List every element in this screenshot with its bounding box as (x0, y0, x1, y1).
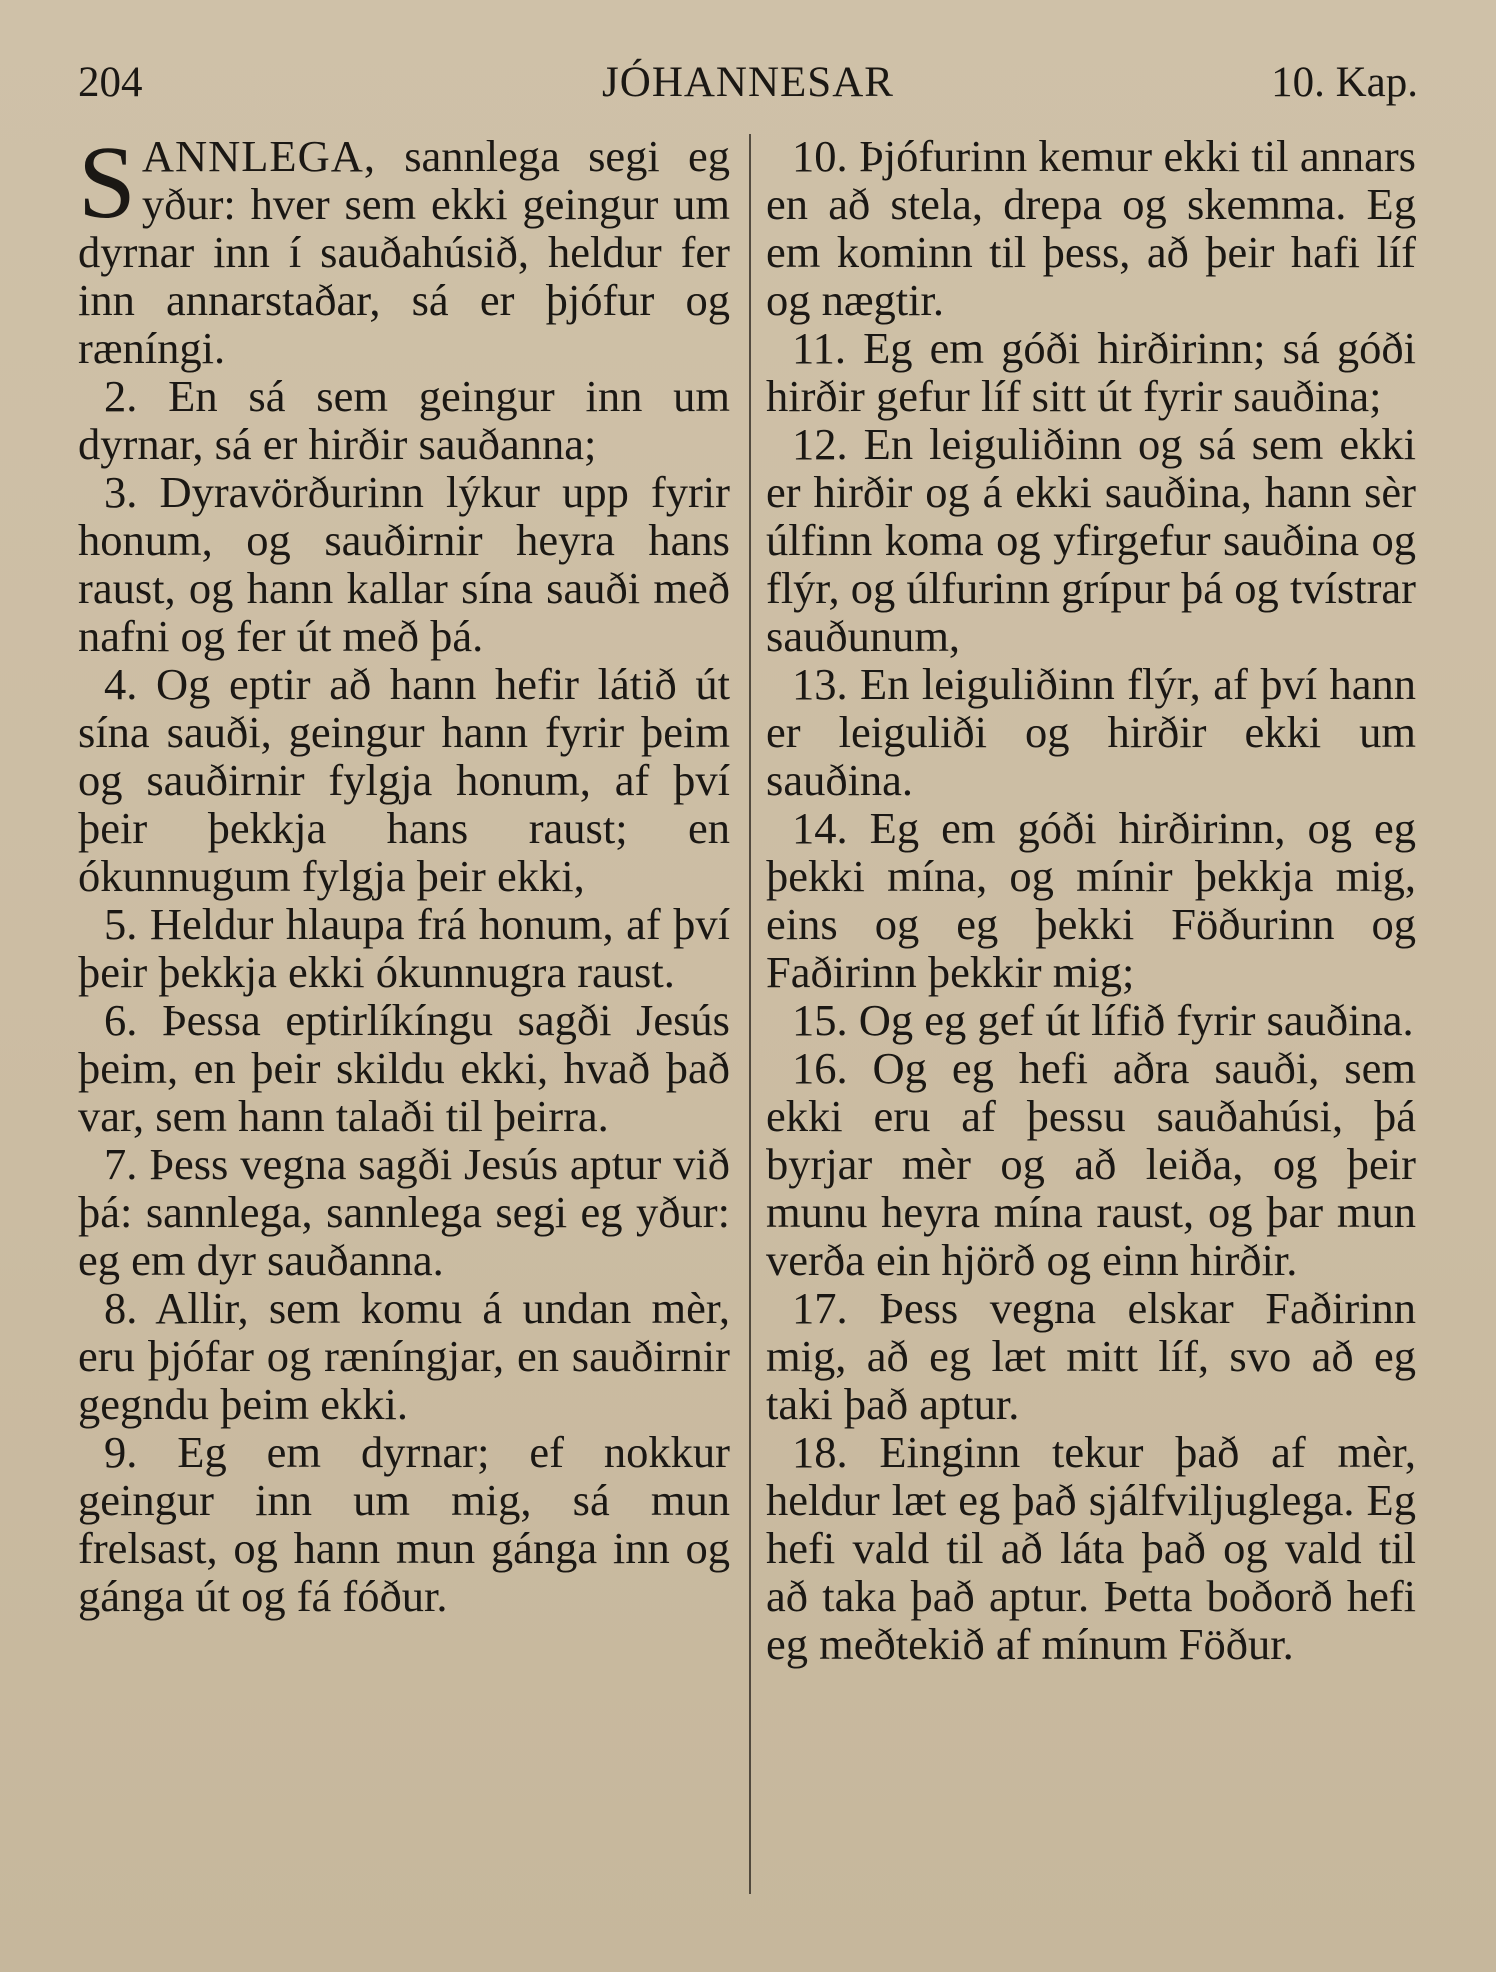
right-column (766, 132, 1416, 1668)
verse: 18. Einginn tekur það af mèr, heldur læt eg það sjálfviljuglega. Eg hefi vald til að láta það og vald til að taka það aptur. Þetta boðorð hefi eg meðtekið af mínum Föður. (766, 1427, 1416, 1669)
verse: 7. Þess vegna sagði Jesús aptur við þá: sannlega, sannlega segi eg yður: eg em dyr sauðanna. (78, 1139, 730, 1285)
chapter-label: 10. Kap. (1271, 59, 1418, 106)
running-title: JÓHANNESAR (602, 59, 894, 106)
verse: 10. Þjófurinn kemur ekki til annars en að stela, drepa og skemma. Eg em kominn til þess, að þeir hafi líf og nægtir. (766, 131, 1416, 325)
drop-cap: S (78, 125, 136, 240)
verse: 16. Og eg hefi aðra sauði, sem ekki eru af þessu sauðahúsi, þá byrjar mèr og að leiða, og þeir munu heyra mína raust, og þar mun verða ein hjörð og einn hirðir. (766, 1043, 1416, 1285)
verse: 13. En leiguliðinn flýr, af því hann er leiguliði og hirðir ekki um sauðina. (766, 659, 1416, 805)
opening-caps: ANNLEGA, (141, 131, 377, 181)
page-number: 204 (78, 59, 143, 106)
page-header (78, 58, 1418, 118)
verse: 3. Dyravörðurinn lýkur upp fyrir honum, og sauðirnir heyra hans raust, og hann kallar sína sauði með nafni og fer út með þá. (78, 467, 730, 661)
verse: 9. Eg em dyrnar; ef nokkur geingur inn um mig, sá mun frelsast, og hann mun gánga inn og gánga út og fá fóður. (78, 1427, 730, 1621)
verse: 8. Allir, sem komu á undan mèr, eru þjófar og ræníngjar, en sauðirnir gegndu þeim ekki. (78, 1283, 730, 1429)
verse: 11. Eg em góði hirðirinn; sá góði hirðir gefur líf sitt út fyrir sauðina; (766, 323, 1416, 421)
verse: 6. Þessa eptirlíkíngu sagði Jesús þeim, en þeir skildu ekki, hvað það var, sem hann talaði til þeirra. (78, 995, 730, 1141)
verse: 17. Þess vegna elskar Faðirinn mig, að eg læt mitt líf, svo að eg taki það aptur. (766, 1283, 1416, 1429)
left-column (78, 125, 730, 1621)
verse: 5. Heldur hlaupa frá honum, af því þeir þekkja ekki ókunnugra raust. (78, 899, 730, 997)
verse: 14. Eg em góði hirðirinn, og eg þekki mína, og mínir þekkja mig, eins og eg þekki Föðurinn og Faðirinn þekkir mig; (766, 803, 1416, 997)
verse: 12. En leiguliðinn og sá sem ekki er hirðir og á ekki sauðina, hann sèr úlfinn koma og yfirgefur sauðina og flýr, og úlfurinn grípur þá og tvístrar sauðunum, (766, 419, 1416, 661)
verse: 2. En sá sem geingur inn um dyrnar, sá er hirðir sauðanna; (78, 371, 730, 469)
verse: 15. Og eg gef út lífið fyrir sauðina. (792, 995, 1414, 1045)
verse-1 (78, 125, 730, 373)
column-divider (749, 134, 751, 1894)
verse-1-text: sannlega segi eg yður: hver sem ekki geingur um dyrnar inn í sauðahúsið, heldur fer inn annarstaðar, sá er þjófur og ræníngi. (78, 131, 730, 373)
verse: 4. Og eptir að hann hefir látið út sína sauði, geingur hann fyrir þeim og sauðirnir fylgja honum, af því þeir þekkja hans raust; en ókunnugum fylgja þeir ekki, (78, 659, 730, 901)
